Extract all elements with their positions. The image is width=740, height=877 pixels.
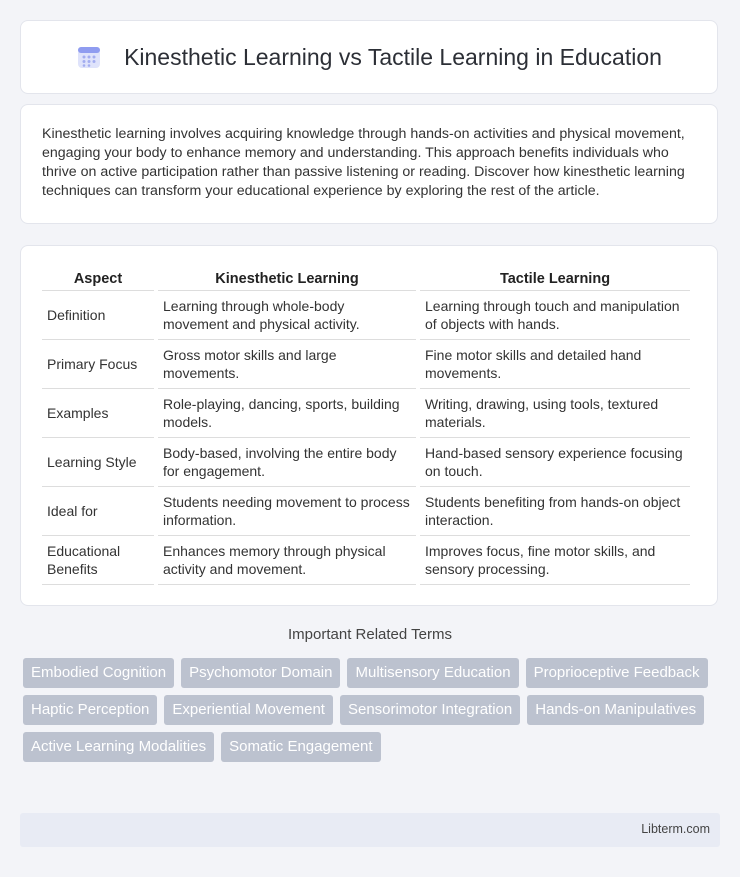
- column-header: Tactile Learning: [420, 266, 690, 291]
- term-tag[interactable]: Embodied Cognition: [23, 658, 174, 688]
- table-cell: Improves focus, fine motor skills, and sensory processing.: [420, 536, 690, 585]
- calendar-grid-icon: [76, 44, 102, 70]
- table-cell: Fine motor skills and detailed hand movements.: [420, 340, 690, 389]
- term-tag[interactable]: Somatic Engagement: [221, 732, 380, 762]
- table-row: [42, 438, 690, 487]
- table-cell: Students benefiting from hands-on object interaction.: [420, 487, 690, 536]
- column-header: Kinesthetic Learning: [158, 266, 416, 291]
- comparison-card: [20, 245, 718, 606]
- table-row: [42, 291, 690, 340]
- title-card: [20, 20, 718, 94]
- term-tag[interactable]: Multisensory Education: [347, 658, 518, 688]
- term-tag[interactable]: Experiential Movement: [164, 695, 333, 725]
- related-terms-title: Important Related Terms: [288, 626, 452, 643]
- table-cell: Gross motor skills and large movements.: [158, 340, 416, 389]
- table-row: [42, 536, 690, 585]
- table-header-row: [42, 266, 690, 291]
- table-row: [42, 389, 690, 438]
- comparison-table: [38, 266, 694, 585]
- intro-card: [20, 104, 718, 224]
- related-terms-list: [23, 658, 723, 762]
- table-cell: Body-based, involving the entire body for engagement.: [158, 438, 416, 487]
- column-header: Aspect: [42, 266, 154, 291]
- table-cell: Writing, drawing, using tools, textured materials.: [420, 389, 690, 438]
- table-cell: Learning through touch and manipulation of objects with hands.: [420, 291, 690, 340]
- table-row: [42, 340, 690, 389]
- table-cell: Students needing movement to process information.: [158, 487, 416, 536]
- table-cell: Primary Focus: [42, 340, 154, 389]
- term-tag[interactable]: Active Learning Modalities: [23, 732, 214, 762]
- table-cell: Hand-based sensory experience focusing on touch.: [420, 438, 690, 487]
- term-tag[interactable]: Hands-on Manipulatives: [527, 695, 704, 725]
- term-tag[interactable]: Proprioceptive Feedback: [526, 658, 708, 688]
- term-tag[interactable]: Psychomotor Domain: [181, 658, 340, 688]
- table-cell: Enhances memory through physical activity and movement.: [158, 536, 416, 585]
- table-cell: Examples: [42, 389, 154, 438]
- page-title: Kinesthetic Learning vs Tactile Learning in Education: [124, 43, 662, 70]
- footer-link[interactable]: Libterm.com: [641, 822, 710, 836]
- table-cell: Learning through whole-body movement and physical activity.: [158, 291, 416, 340]
- term-tag[interactable]: Haptic Perception: [23, 695, 157, 725]
- table-cell: Ideal for: [42, 487, 154, 536]
- table-cell: Role-playing, dancing, sports, building models.: [158, 389, 416, 438]
- intro-text: Kinesthetic learning involves acquiring knowledge through hands-on activities and physical movement, engaging your body to enhance memory and understanding. This approach benefits individuals who thrive on active participation rather than passive listening or reading. Discover how kinesthetic learning techniques can transform your educational experience by exploring the rest of the article.: [42, 126, 685, 199]
- table-cell: Definition: [42, 291, 154, 340]
- table-cell: Educational Benefits: [42, 536, 154, 585]
- term-tag[interactable]: Sensorimotor Integration: [340, 695, 520, 725]
- table-cell: Learning Style: [42, 438, 154, 487]
- table-row: [42, 487, 690, 536]
- footer: [20, 813, 720, 847]
